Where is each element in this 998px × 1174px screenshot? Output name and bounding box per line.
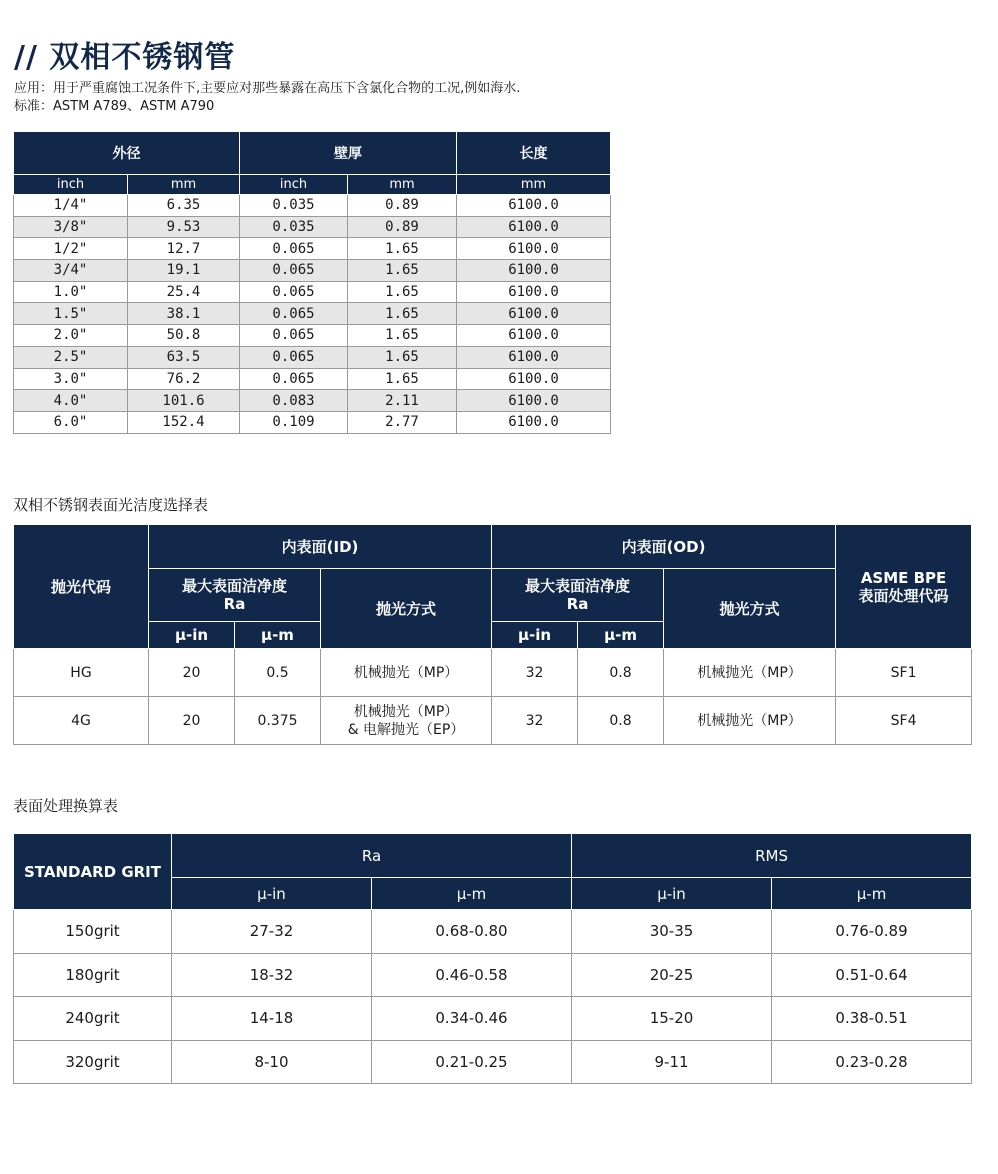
wall-inch-cell: 0.065 bbox=[240, 281, 348, 303]
od-mm-cell: 63.5 bbox=[128, 346, 240, 368]
od-inch-cell: 6.0" bbox=[14, 411, 128, 433]
id-method-cell: 机械抛光（MP） & 电解抛光（EP） bbox=[321, 697, 492, 745]
od-mm-cell: 38.1 bbox=[128, 303, 240, 325]
grit-cell: 150grit bbox=[14, 910, 172, 954]
od-inch-cell: 2.5" bbox=[14, 346, 128, 368]
length-mm-cell: 6100.0 bbox=[457, 281, 611, 303]
wall-inch-cell: 0.035 bbox=[240, 216, 348, 238]
ra-um-cell: 0.21-0.25 bbox=[372, 1040, 572, 1084]
length-mm-cell: 6100.0 bbox=[457, 260, 611, 282]
wall-mm-cell: 1.65 bbox=[348, 346, 457, 368]
id-method-cell: 机械抛光（MP） bbox=[321, 649, 492, 697]
wall-inch-cell: 0.065 bbox=[240, 346, 348, 368]
asme-code-cell: SF4 bbox=[836, 697, 972, 745]
od-method-cell: 机械抛光（MP） bbox=[664, 697, 836, 745]
pipe-table-body bbox=[14, 195, 611, 434]
polish-code-cell: 4G bbox=[14, 697, 149, 745]
rms-um-cell: 0.23-0.28 bbox=[772, 1040, 972, 1084]
wall-inch-cell: 0.065 bbox=[240, 368, 348, 390]
rms-uin-cell: 15-20 bbox=[572, 997, 772, 1041]
length-mm-cell: 6100.0 bbox=[457, 325, 611, 347]
od-um-cell: 0.8 bbox=[578, 697, 664, 745]
ra-uin-header: μ-in bbox=[172, 878, 372, 910]
od-inch-cell: 3/8" bbox=[14, 216, 128, 238]
od-mm-cell: 9.53 bbox=[128, 216, 240, 238]
od-mm-cell: 101.6 bbox=[128, 390, 240, 412]
wall-inch-cell: 0.065 bbox=[240, 325, 348, 347]
polish-code-cell: HG bbox=[14, 649, 149, 697]
unit-header: mm bbox=[128, 175, 240, 195]
id-um-cell: 0.5 bbox=[235, 649, 321, 697]
asme-code-cell: SF1 bbox=[836, 649, 972, 697]
surface-finish-table bbox=[13, 524, 972, 745]
id-um-header: μ-m bbox=[235, 622, 321, 649]
wall-mm-cell: 1.65 bbox=[348, 303, 457, 325]
rms-uin-cell: 20-25 bbox=[572, 953, 772, 997]
od-inch-cell: 1/2" bbox=[14, 238, 128, 260]
conversion-table-body bbox=[14, 910, 972, 1084]
od-inch-cell: 2.0" bbox=[14, 325, 128, 347]
od-uin-header: μ-in bbox=[492, 622, 578, 649]
unit-header: mm bbox=[457, 175, 611, 195]
id-um-cell: 0.375 bbox=[235, 697, 321, 745]
rms-um-cell: 0.38-0.51 bbox=[772, 997, 972, 1041]
outer-diameter-header: 外径 bbox=[14, 132, 240, 175]
length-mm-cell: 6100.0 bbox=[457, 411, 611, 433]
id-max-ra-header: 最大表面洁净度 Ra bbox=[149, 569, 321, 622]
ra-uin-cell: 27-32 bbox=[172, 910, 372, 954]
ra-um-header: μ-m bbox=[372, 878, 572, 910]
grit-cell: 240grit bbox=[14, 997, 172, 1041]
table-row bbox=[14, 346, 611, 368]
table-row bbox=[14, 910, 972, 954]
ra-um-cell: 0.34-0.46 bbox=[372, 997, 572, 1041]
id-uin-header: μ-in bbox=[149, 622, 235, 649]
wall-inch-cell: 0.109 bbox=[240, 411, 348, 433]
table-row bbox=[14, 997, 972, 1041]
od-mm-cell: 12.7 bbox=[128, 238, 240, 260]
wall-inch-cell: 0.035 bbox=[240, 195, 348, 217]
od-inch-cell: 3/4" bbox=[14, 260, 128, 282]
od-um-cell: 0.8 bbox=[578, 649, 664, 697]
table-row bbox=[14, 1040, 972, 1084]
length-mm-cell: 6100.0 bbox=[457, 390, 611, 412]
ra-um-cell: 0.68-0.80 bbox=[372, 910, 572, 954]
rms-um-header: μ-m bbox=[772, 878, 972, 910]
ra-uin-cell: 18-32 bbox=[172, 953, 372, 997]
polish-code-header: 抛光代码 bbox=[14, 525, 149, 649]
ra-uin-cell: 8-10 bbox=[172, 1040, 372, 1084]
table-row bbox=[14, 649, 972, 697]
wall-thickness-header: 壁厚 bbox=[240, 132, 457, 175]
id-uin-cell: 20 bbox=[149, 649, 235, 697]
pipe-dimension-table bbox=[13, 131, 611, 434]
page-title: // 双相不锈钢管 bbox=[14, 40, 236, 75]
table-row bbox=[14, 325, 611, 347]
od-method-cell: 机械抛光（MP） bbox=[664, 649, 836, 697]
ra-header: Ra bbox=[172, 834, 572, 878]
od-inch-cell: 4.0" bbox=[14, 390, 128, 412]
grit-cell: 320grit bbox=[14, 1040, 172, 1084]
table-row bbox=[14, 195, 611, 217]
table-row bbox=[14, 238, 611, 260]
length-mm-cell: 6100.0 bbox=[457, 303, 611, 325]
length-mm-cell: 6100.0 bbox=[457, 346, 611, 368]
od-mm-cell: 25.4 bbox=[128, 281, 240, 303]
wall-mm-cell: 1.65 bbox=[348, 238, 457, 260]
application-text: 应用：用于严重腐蚀工况条件下,主要应对那些暴露在高压下含氯化合物的工况,例如海水. bbox=[14, 81, 521, 96]
od-mm-cell: 50.8 bbox=[128, 325, 240, 347]
standard-text: 标准：ASTM A789、ASTM A790 bbox=[14, 99, 215, 114]
wall-mm-cell: 2.11 bbox=[348, 390, 457, 412]
rms-uin-cell: 9-11 bbox=[572, 1040, 772, 1084]
od-group-header: 内表面(OD) bbox=[492, 525, 836, 569]
od-uin-cell: 32 bbox=[492, 649, 578, 697]
wall-mm-cell: 1.65 bbox=[348, 325, 457, 347]
grit-cell: 180grit bbox=[14, 953, 172, 997]
length-mm-cell: 6100.0 bbox=[457, 238, 611, 260]
od-inch-cell: 1/4" bbox=[14, 195, 128, 217]
grit-header: STANDARD GRIT bbox=[14, 834, 172, 910]
od-max-ra-header: 最大表面洁净度 Ra bbox=[492, 569, 664, 622]
od-inch-cell: 3.0" bbox=[14, 368, 128, 390]
ra-um-cell: 0.46-0.58 bbox=[372, 953, 572, 997]
wall-mm-cell: 1.65 bbox=[348, 260, 457, 282]
finish-table-label: 双相不锈钢表面光洁度选择表 bbox=[13, 496, 209, 514]
wall-mm-cell: 1.65 bbox=[348, 281, 457, 303]
od-inch-cell: 1.5" bbox=[14, 303, 128, 325]
length-mm-cell: 6100.0 bbox=[457, 368, 611, 390]
od-um-header: μ-m bbox=[578, 622, 664, 649]
length-header: 长度 bbox=[457, 132, 611, 175]
unit-header: inch bbox=[240, 175, 348, 195]
conversion-table bbox=[13, 833, 972, 1084]
length-mm-cell: 6100.0 bbox=[457, 195, 611, 217]
rms-um-cell: 0.51-0.64 bbox=[772, 953, 972, 997]
wall-mm-cell: 1.65 bbox=[348, 368, 457, 390]
id-polish-method-header: 抛光方式 bbox=[321, 569, 492, 649]
rms-header: RMS bbox=[572, 834, 972, 878]
od-mm-cell: 152.4 bbox=[128, 411, 240, 433]
od-polish-method-header: 抛光方式 bbox=[664, 569, 836, 649]
table-row bbox=[14, 281, 611, 303]
table-row bbox=[14, 697, 972, 745]
wall-mm-cell: 2.77 bbox=[348, 411, 457, 433]
wall-inch-cell: 0.065 bbox=[240, 260, 348, 282]
asme-header: ASME BPE 表面处理代码 bbox=[836, 525, 972, 649]
table-row bbox=[14, 303, 611, 325]
id-group-header: 内表面(ID) bbox=[149, 525, 492, 569]
table-row bbox=[14, 260, 611, 282]
unit-header: mm bbox=[348, 175, 457, 195]
id-uin-cell: 20 bbox=[149, 697, 235, 745]
conversion-table-label: 表面处理换算表 bbox=[13, 797, 119, 815]
unit-header: inch bbox=[14, 175, 128, 195]
wall-inch-cell: 0.065 bbox=[240, 238, 348, 260]
table-row bbox=[14, 368, 611, 390]
od-mm-cell: 6.35 bbox=[128, 195, 240, 217]
wall-inch-cell: 0.083 bbox=[240, 390, 348, 412]
length-mm-cell: 6100.0 bbox=[457, 216, 611, 238]
od-mm-cell: 76.2 bbox=[128, 368, 240, 390]
ra-uin-cell: 14-18 bbox=[172, 997, 372, 1041]
od-mm-cell: 19.1 bbox=[128, 260, 240, 282]
od-uin-cell: 32 bbox=[492, 697, 578, 745]
table-row bbox=[14, 216, 611, 238]
rms-um-cell: 0.76-0.89 bbox=[772, 910, 972, 954]
od-inch-cell: 1.0" bbox=[14, 281, 128, 303]
rms-uin-header: μ-in bbox=[572, 878, 772, 910]
wall-mm-cell: 0.89 bbox=[348, 216, 457, 238]
table-row bbox=[14, 953, 972, 997]
wall-mm-cell: 0.89 bbox=[348, 195, 457, 217]
wall-inch-cell: 0.065 bbox=[240, 303, 348, 325]
table-row bbox=[14, 411, 611, 433]
table-row bbox=[14, 390, 611, 412]
rms-uin-cell: 30-35 bbox=[572, 910, 772, 954]
